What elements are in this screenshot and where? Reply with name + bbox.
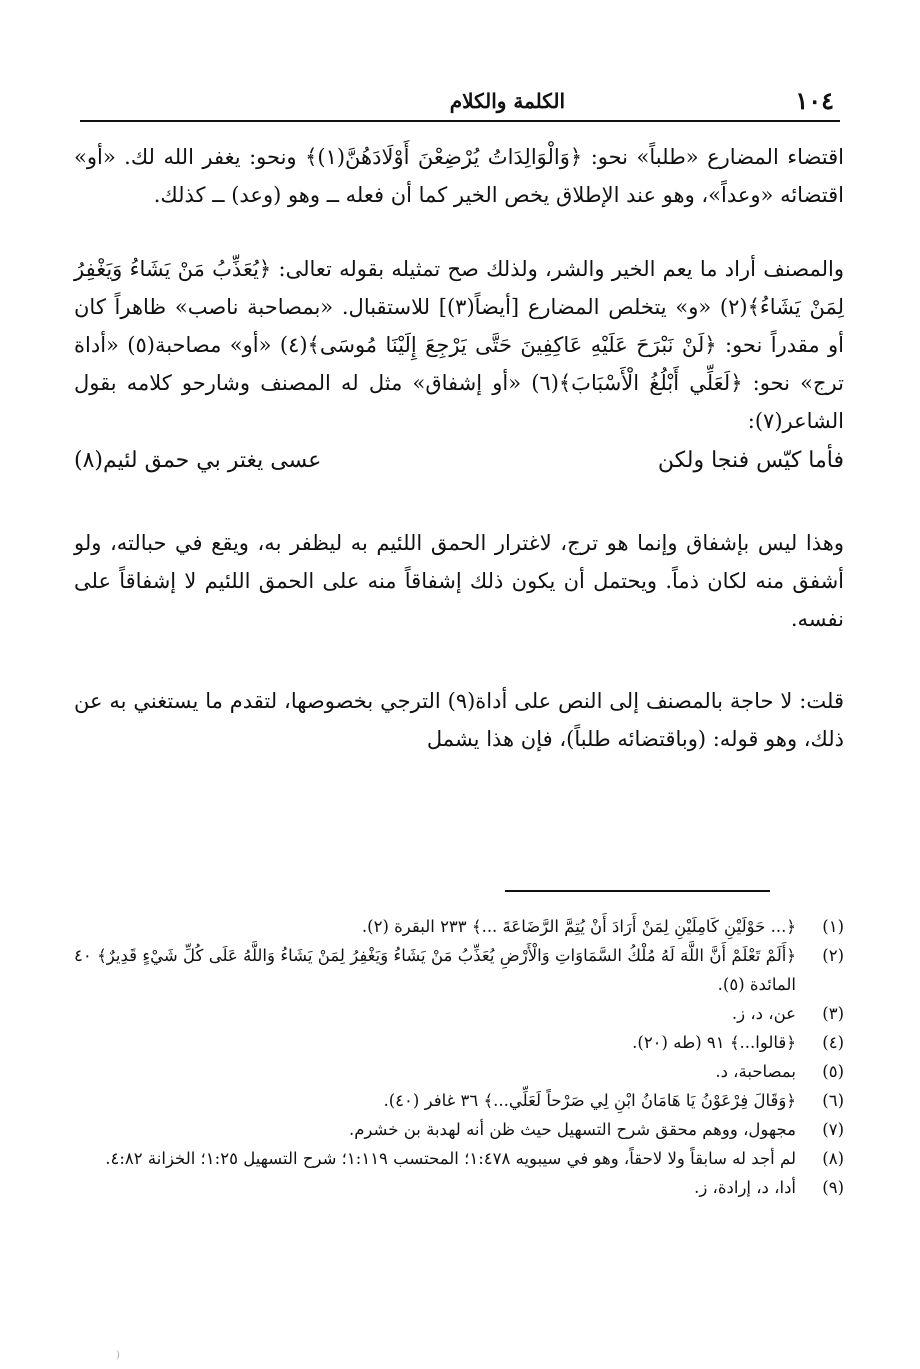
poetry-verse: [74, 442, 844, 480]
footnote-number: (٩): [822, 1178, 844, 1197]
running-title: الكلمة والكلام: [449, 89, 565, 113]
footnote: [74, 1173, 844, 1202]
footnote-separator: [505, 890, 770, 892]
footnote: [74, 1144, 844, 1173]
footnote-number: (٣): [822, 1004, 844, 1023]
footnote-number: (٤): [822, 1033, 844, 1052]
footnote-number: (٧): [822, 1120, 844, 1139]
footnote-text: لم أجد له سابقاً ولا لاحقاً، وهو في سيبويه ١:٤٧٨؛ المحتسب ١:١١٩؛ شرح التسهيل ١:٢٥؛ الخزانة ٤:٨٢.: [105, 1149, 796, 1168]
footnotes: [74, 912, 844, 1202]
footnote-text: بمصاحبة، د.: [715, 1062, 796, 1081]
paragraph: والمصنف أراد ما يعم الخير والشر، ولذلك صح تمثيله بقوله تعالى: ﴿يُعَذِّبُ مَنْ يَشَاءُ وَيَغْفِرُ لِمَنْ يَشَاءُ﴾(٢) «و» يتخلص المضارع [أيضاً(٣)] للاستقبال. «بمصاحبة ناصب» ظاهراً كان أو مقدراً نحو: ﴿لَنْ نَبْرَحَ عَلَيْهِ عَاكِفِينَ حَتَّى يَرْجِعَ إِلَيْنَا مُوسَى﴾(٤) «أو» مصاحبة(٥) «أداة ترج» نحو: ﴿لَعَلِّي أَبْلُغُ الْأَسْبَابَ﴾(٦) «أو إشفاق» مثل له المصنف وشارحو كلامه بقول الشاعر(٧):: [74, 257, 844, 433]
page-number: ١٠٤: [795, 86, 834, 115]
scan-mark: (: [116, 1350, 120, 1361]
footnote-text: ﴿وَقَالَ فِرْعَوْنُ يَا هَامَانُ ابْنِ لِي صَرْحاً لَعَلِّي...﴾ ٣٦ غافر (٤٠).: [383, 1091, 796, 1110]
footnote: [74, 1057, 844, 1086]
paragraph: اقتضاء المضارع «طلباً» نحو: ﴿وَالْوَالِدَاتُ يُرْضِعْنَ أَوْلَادَهُنَّ(١)﴾ ونحو: يغفر الله لك. «أو» اقتضائه «وعداً»، وهو عند الإطلاق يخص الخير كما أن فعله ــ وهو (وعد) ــ كذلك.: [74, 145, 844, 207]
footnote: [74, 941, 844, 999]
footnote: [74, 1115, 844, 1144]
footnote: [74, 999, 844, 1028]
footnote-number: (٨): [822, 1149, 844, 1168]
footnote-text: أدا، د، إرادة، ز.: [694, 1178, 796, 1197]
footnote-number: (٢): [822, 946, 844, 965]
footnote-number: (٥): [822, 1062, 844, 1081]
footnote: [74, 912, 844, 941]
footnote-text: ﴿... حَوْلَيْنِ كَامِلَيْنِ لِمَنْ أَرَادَ أَنْ يُتِمَّ الرَّضَاعَةَ ...﴾ ٢٣٣ البقرة (٢).: [361, 917, 796, 936]
footnote: [74, 1028, 844, 1057]
footnote: [74, 1086, 844, 1115]
footnote-text: عن، د، ز.: [731, 1004, 796, 1023]
page-header: [80, 84, 840, 122]
verse-first-hemistich: فأما كيّس فنجا ولكن: [657, 448, 844, 473]
main-text: [74, 138, 844, 758]
verse-second-hemistich: عسى يغتر بي حمق لئيم(٨): [74, 448, 322, 473]
paragraph: قلت: لا حاجة بالمصنف إلى النص على أداة(٩) الترجي بخصوصها، لتقدم ما يستغني به عن ذلك، وهو قوله: (وباقتضائه طلباً)، فإن هذا يشمل: [74, 689, 844, 751]
footnote-text: ﴿قالوا...﴾ ٩١ (طه (٢٠).: [632, 1033, 796, 1052]
footnote-number: (١): [822, 917, 844, 936]
footnote-text: مجهول، ووهم محقق شرح التسهيل حيث ظن أنه لهدبة بن خشرم.: [348, 1120, 796, 1139]
footnote-text: ﴿أَلَمْ تَعْلَمْ أَنَّ اللَّهَ لَهُ مُلْكُ السَّمَاوَاتِ وَالْأَرْضِ يُعَذِّبُ مَنْ يَشَاءُ وَيَغْفِرُ لِمَنْ يَشَاءُ وَاللَّهُ عَلَى كُلِّ شَيْءٍ قَدِيرٌ﴾ ٤٠ المائدة (٥).: [74, 946, 796, 994]
paragraph: وهذا ليس بإشفاق وإنما هو ترج، لاغترار الحمق اللئيم به ليظفر به، ويقع في حبالته، ولو أشفق منه لكان ذماً. ويحتمل أن يكون ذلك إشفاقاً منه على الحمق اللئيم لا إشفاقاً على نفسه.: [74, 531, 844, 631]
footnote-number: (٦): [822, 1091, 844, 1110]
